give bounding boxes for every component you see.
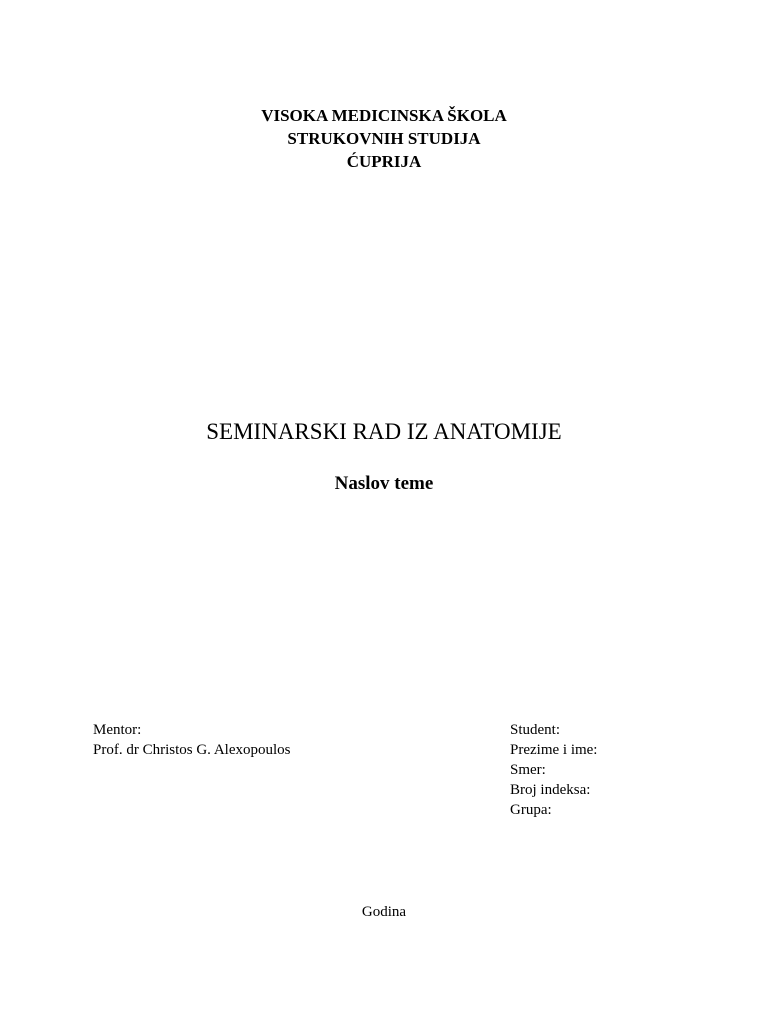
- student-field-name: Prezime i ime:: [510, 742, 598, 758]
- student-field-group: Grupa:: [510, 802, 552, 818]
- mentor-block: [93, 720, 291, 760]
- student-field-major: Smer:: [510, 762, 546, 778]
- student-block: [510, 720, 597, 820]
- mentor-name: Prof. dr Christos G. Alexopoulos: [93, 742, 291, 758]
- student-label: Student:: [510, 722, 561, 738]
- document-subtitle: Naslov teme: [334, 473, 434, 494]
- institution-line-3: ĆUPRIJA: [346, 152, 422, 171]
- institution-line-1: VISOKA MEDICINSKA ŠKOLA: [261, 106, 507, 125]
- document-title: SEMINARSKI RAD IZ ANATOMIJE: [206, 419, 562, 444]
- institution-line-2: STRUKOVNIH STUDIJA: [287, 129, 481, 148]
- mentor-label: Mentor:: [93, 722, 142, 738]
- institution-header: [0, 104, 768, 173]
- year-label: Godina: [361, 904, 407, 920]
- student-field-index: Broj indeksa:: [510, 782, 591, 798]
